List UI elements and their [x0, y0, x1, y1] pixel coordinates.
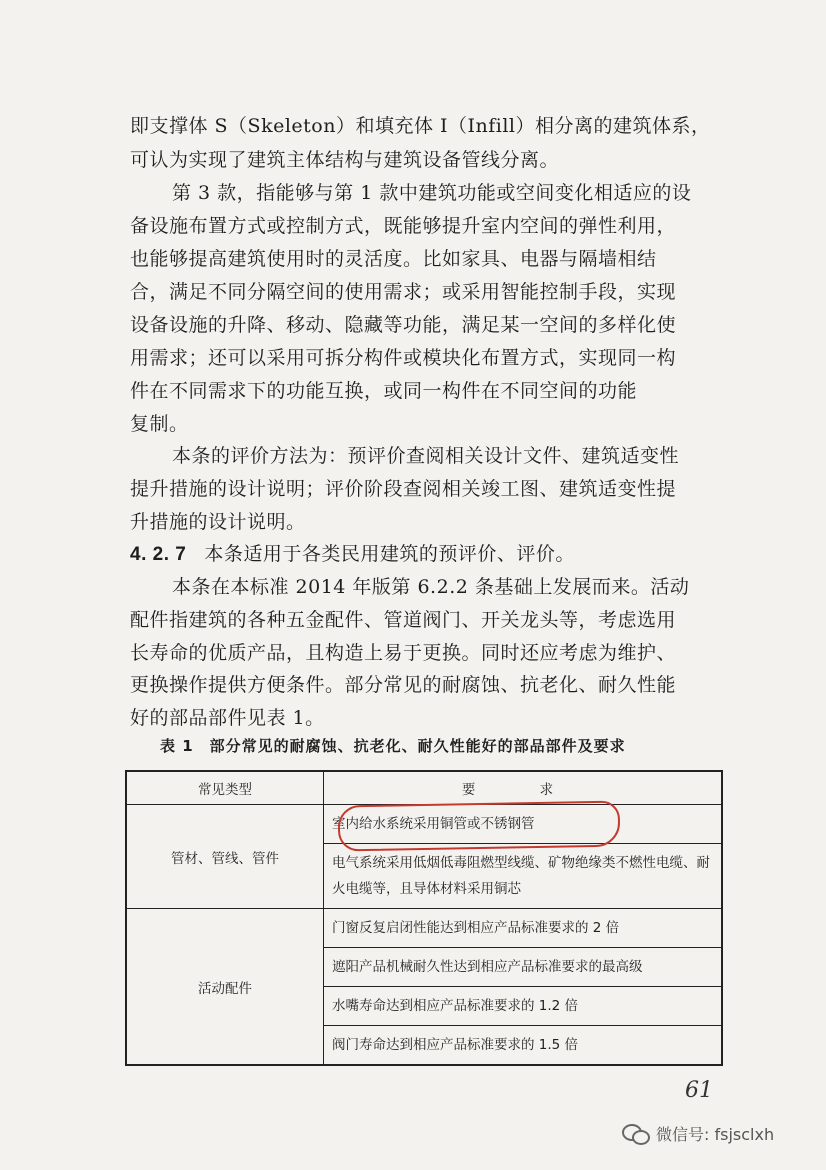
- text-line: 件在不同需求下的功能互换，或同一构件在不同空间的功能: [130, 380, 638, 402]
- text-line: 设备设施的升降、移动、隐藏等功能，满足某一空间的多样化使: [130, 314, 677, 336]
- text-line: 更换操作提供方便条件。部分常见的耐腐蚀、抗老化、耐久性能: [130, 674, 677, 696]
- requirement-cell: 阀门寿命达到相应产品标准要求的 1.5 倍: [324, 1026, 723, 1066]
- table-title: 表 1 部分常见的耐腐蚀、抗老化、耐久性能好的部品部件及要求: [160, 737, 626, 755]
- text-line: 升措施的设计说明。: [130, 511, 306, 533]
- text-line: 合，满足不同分隔空间的使用需求；或采用智能控制手段，实现: [130, 281, 677, 303]
- text-line: 长寿命的优质产品，且构造上易于更换。同时还应考虑为维护、: [130, 642, 677, 664]
- text-line: 第 3 款，指能够与第 1 款中建筑功能或空间变化相适应的设: [172, 182, 692, 204]
- text-line: 也能够提高建筑使用时的灵活度。比如家具、电器与隔墙相结: [130, 248, 657, 270]
- text-line: 提升措施的设计说明；评价阶段查阅相关竣工图、建筑适变性提: [130, 478, 677, 500]
- requirement-cell: 电气系统采用低烟低毒阻燃型线缆、矿物绝缘类不燃性电缆、耐火电缆等，且导体材料采用铜芯: [324, 844, 723, 909]
- requirement-cell: 门窗反复启闭性能达到相应产品标准要求的 2 倍: [324, 909, 723, 948]
- category-cell: 活动配件: [126, 909, 324, 1066]
- text-line: 本条在本标准 2014 年版第 6.2.2 条基础上发展而来。活动: [172, 576, 690, 598]
- table-header-row: [126, 771, 722, 805]
- text-line: 用需求；还可以采用可拆分构件或模块化布置方式，实现同一构: [130, 347, 677, 369]
- highlight-circle: [338, 801, 621, 852]
- requirement-cell: 水嘴寿命达到相应产品标准要求的 1.2 倍: [324, 987, 723, 1026]
- column-header-requirement: 要 求: [324, 771, 723, 805]
- clause-text: 本条适用于各类民用建筑的预评价、评价。: [204, 543, 575, 565]
- text-line: 配件指建筑的各种五金配件、管道阀门、开关龙头等，考虑选用: [130, 609, 677, 631]
- category-cell: 管材、管线、管件: [126, 805, 324, 909]
- page-number: 61: [685, 1078, 713, 1103]
- text-line: 本条的评价方法为：预评价查阅相关设计文件、建筑适变性: [172, 445, 680, 467]
- text-line: 好的部品部件见表 1。: [130, 707, 325, 729]
- text-line: 备设施布置方式或控制方式，既能够提升室内空间的弹性利用，: [130, 215, 677, 237]
- clause-heading: [130, 542, 730, 567]
- wechat-icon: [622, 1122, 650, 1144]
- clause-number: 4. 2. 7: [130, 544, 187, 565]
- table-row: [126, 909, 722, 948]
- watermark: [622, 1120, 774, 1146]
- watermark-text: 微信号: fsjsclxh: [656, 1124, 775, 1144]
- column-header-type: 常见类型: [126, 771, 324, 805]
- text-line: 可认为实现了建筑主体结构与建筑设备管线分离。: [130, 149, 560, 171]
- requirement-cell-highlighted: 室内给水系统采用铜管或不锈钢管: [324, 805, 723, 844]
- text-line: 即支撑体 S（Skeleton）和填充体 I（Infill）相分离的建筑体系，: [130, 115, 711, 137]
- text-line: 复制。: [130, 413, 189, 435]
- requirement-cell: 遮阳产品机械耐久性达到相应产品标准要求的最高级: [324, 948, 723, 987]
